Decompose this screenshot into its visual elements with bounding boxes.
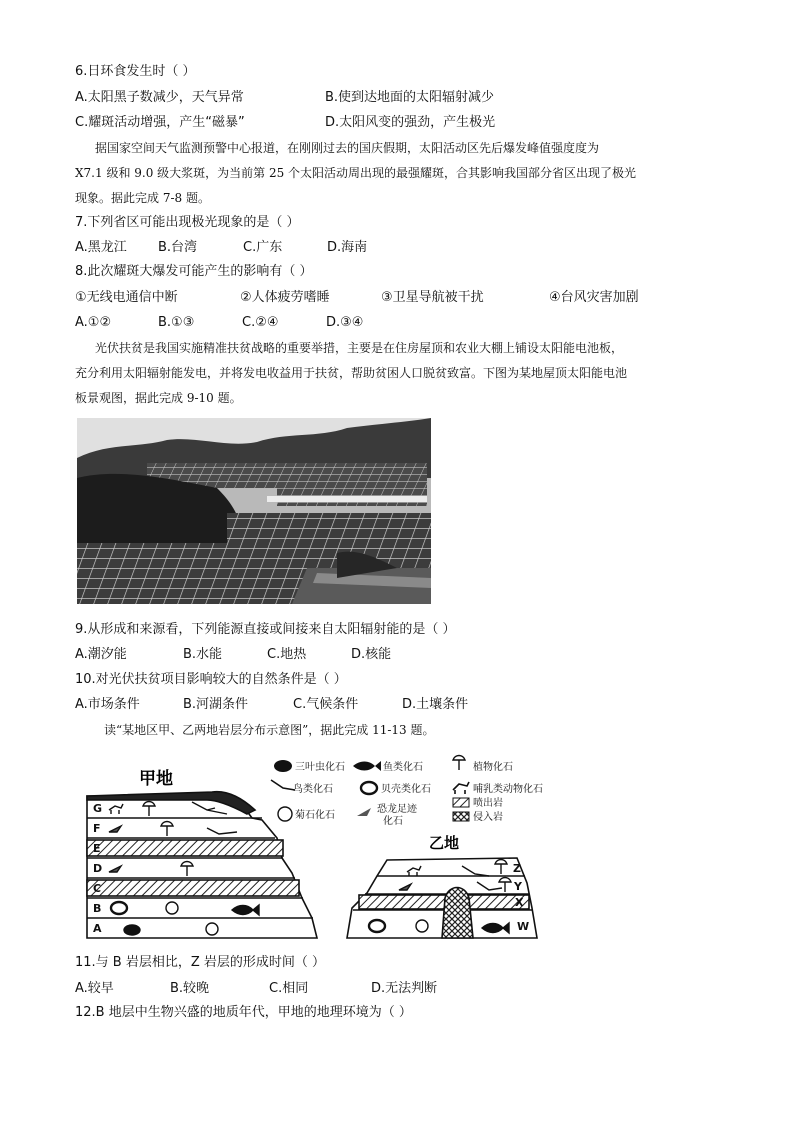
q9-option-c: C.地热 <box>267 647 307 662</box>
q11-option-d: D.无法判断 <box>371 981 438 996</box>
q8-option-a: A.①② <box>75 315 112 330</box>
strata-svg <box>77 748 557 946</box>
shell-icon <box>361 782 377 794</box>
legend-dino-line2: 化石 <box>383 816 403 827</box>
q6-options-row2 <box>75 114 495 132</box>
passage1-line3: 现象。据此完成 7-8 题。 <box>75 191 210 205</box>
q8-statement-2: ②人体疲劳嗜睡 <box>240 290 330 305</box>
q8-statement-3: ③卫星导航被干扰 <box>381 290 484 305</box>
q8-option-c: C.②④ <box>242 315 279 330</box>
q11-options <box>75 980 437 998</box>
extrusive-swatch <box>453 798 469 807</box>
solar-panel-illustration <box>77 418 431 604</box>
bird-icon <box>271 780 295 790</box>
passage2-line2: 充分利用太阳辐射能发电，并将发电收益用于扶贫，帮助贫困人口脱贫致富。下图为某地屋顶太阳能电池 <box>75 366 628 380</box>
layer-label-e: E <box>93 842 101 855</box>
q12-stem: 12.B 地层中生物兴盛的地质年代，甲地的地理环境为（ ） <box>75 1005 412 1020</box>
q10-option-a: A.市场条件 <box>75 697 140 712</box>
q8-option-b: B.①③ <box>158 315 195 330</box>
q6-option-a: A.太阳黑子数减少，天气异常 <box>75 90 244 105</box>
passage3-line1: 读“某地区甲、乙两地岩层分布示意图”，据此完成 11-13 题。 <box>104 723 435 737</box>
q9-option-b: B.水能 <box>183 647 223 662</box>
layer-label-z: Z <box>513 862 521 875</box>
layer-label-w: W <box>517 920 530 933</box>
legend-fish: 鱼类化石 <box>383 762 423 773</box>
rock-strata-diagram <box>77 748 557 946</box>
plant-icon <box>453 756 465 771</box>
q11-option-c: C.相同 <box>269 981 309 996</box>
passage1-line2: X7.1 级和 9.0 级大浆斑，为当前第 25 个太阳活动周出现的最强耀斑，合其影响我国部分省区出现了极光 <box>75 166 637 180</box>
q11-stem: 11.与 B 岩层相比，Z 岩层的形成时间（ ） <box>75 955 326 970</box>
dinosaur-track-icon <box>357 808 371 816</box>
passage2-line3: 板景观图，据此完成 9-10 题。 <box>75 391 242 405</box>
ammonite-icon <box>278 807 292 821</box>
passage1-line1: 据国家空间天气监测预警中心报道，在刚刚过去的国庆假期，太阳活动区先后爆发峰值强度度为 <box>95 141 600 155</box>
passage2-line1: 光伏扶贫是我国实施精准扶贫战略的重要举措，主要是在住房屋顶和农业大棚上铺设太阳能电池板， <box>95 341 624 355</box>
q9-stem: 9.从形成和来源看，下列能源直接或间接来自太阳辐射能的是（ ） <box>75 622 456 637</box>
legend-shell: 贝壳类化石 <box>381 784 431 795</box>
intrusive-swatch <box>453 812 469 821</box>
layer-label-y: Y <box>514 880 522 893</box>
mammal-icon <box>453 782 469 794</box>
q7-option-b: B.台湾 <box>158 240 198 255</box>
diagram-legend <box>271 756 543 828</box>
q10-stem: 10.对光伏扶贫项目影响较大的自然条件是（ ） <box>75 672 347 687</box>
layer-label-f: F <box>93 822 101 835</box>
q7-stem: 7.下列省区可能出现极光现象的是（ ） <box>75 215 300 230</box>
q7-options <box>75 239 367 257</box>
q9-options <box>75 646 391 664</box>
q11-option-b: B.较晚 <box>170 981 210 996</box>
legend-plant: 植物化石 <box>473 762 513 773</box>
q10-option-b: B.河湖条件 <box>183 697 249 712</box>
layer-label-x: X <box>515 896 524 909</box>
q8-statement-4: ④台风灾害加剧 <box>549 290 639 305</box>
q11-option-a: A.较早 <box>75 981 114 996</box>
q6-stem: 6.日环食发生时（ ） <box>75 64 196 79</box>
q8-option-d: D.③④ <box>326 315 364 330</box>
jia-label: 甲地 <box>139 769 173 789</box>
jia-block <box>87 792 317 938</box>
q8-statement-1: ①无线电通信中断 <box>75 290 178 305</box>
layer-label-c: C <box>93 882 102 895</box>
trilobite-icon <box>124 925 140 935</box>
q9-option-a: A.潮汐能 <box>75 647 127 662</box>
q6-options-row1 <box>75 89 494 107</box>
q10-option-c: C.气候条件 <box>293 697 359 712</box>
fish-icon <box>353 761 381 771</box>
legend-intrusive: 侵入岩 <box>473 812 503 823</box>
q7-option-a: A.黑龙江 <box>75 240 127 255</box>
layer-label-b: B <box>93 902 102 915</box>
q7-option-c: C.广东 <box>243 240 283 255</box>
layer-label-d: D <box>93 862 103 875</box>
trilobite-icon <box>274 760 292 772</box>
q6-option-c: C.耀斑活动增强，产生“磁暴” <box>75 115 245 130</box>
legend-dino-line1: 恐龙足迹 <box>377 804 417 815</box>
layer-label-a: A <box>93 922 102 935</box>
yi-label: 乙地 <box>429 834 460 852</box>
legend-extrusive: 喷出岩 <box>473 798 503 809</box>
q9-option-d: D.核能 <box>351 647 392 662</box>
layer-label-g: G <box>93 802 103 815</box>
legend-trilobite: 三叶虫化石 <box>295 762 345 773</box>
q6-option-d: D.太阳风变的强劲，产生极光 <box>325 115 496 130</box>
q8-stem: 8.此次耀斑大爆发可能产生的影响有（ ） <box>75 264 313 279</box>
q10-options <box>75 696 468 714</box>
q7-option-d: D.海南 <box>327 240 368 255</box>
q8-statements <box>75 289 639 307</box>
q10-option-d: D.土壤条件 <box>402 697 469 712</box>
legend-ammonite: 菊石化石 <box>295 810 335 821</box>
q8-options <box>75 314 363 332</box>
legend-bird: 鸟类化石 <box>293 784 333 795</box>
q6-option-b: B.使到达地面的太阳辐射减少 <box>325 90 495 105</box>
solar-panel-photo <box>77 418 431 604</box>
legend-mammal: 哺乳类动物化石 <box>473 784 543 795</box>
